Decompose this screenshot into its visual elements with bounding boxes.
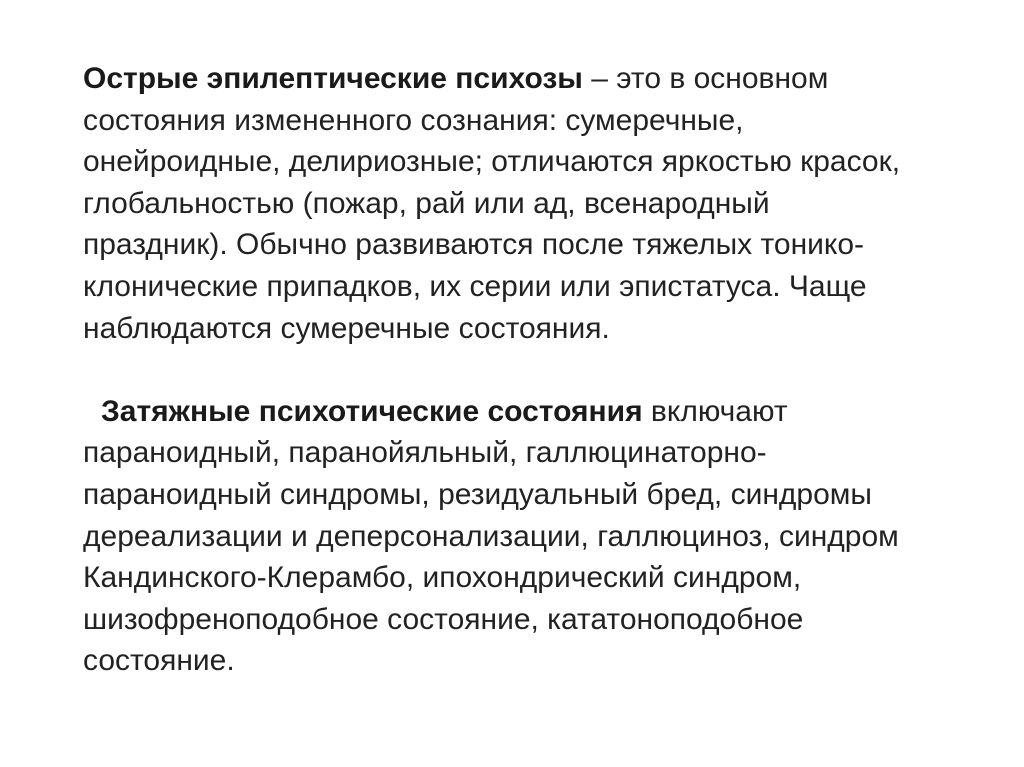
term-prolonged-psychotic-states: Затяжные психотические состояния [101,394,643,428]
paragraph1-line6: клонические припадков, их серии или эпистатуса. Чаще [83,269,867,303]
term-acute-epileptic-psychoses: Острые эпилептические психозы [83,62,583,95]
paragraph-acute-psychoses [83,58,983,349]
paragraph2-line3: параноидный синдромы, резидуальный бред, синдромы [83,477,872,511]
paragraph1-line4: глобальностью (пожар, рай или ад, всенародный [83,186,770,220]
paragraph1-line7: наблюдаются сумеречные состояния. [83,311,610,345]
paragraph1-line3: онейроидные, делириозные; отличаются яркостью красок, [83,145,901,179]
text-body [83,58,983,682]
paragraph2-line6: шизофреноподобное состояние, кататоноподобное [83,602,804,636]
paragraph2-line1 [83,391,983,433]
paragraph2-line1-text: включают [642,394,788,428]
paragraph1-line5: праздник). Обычно развиваются после тяжелых тонико- [83,228,865,262]
paragraph2-line4: дереализации и деперсонализации, галлюциноз, синдром [83,519,899,553]
paragraph-spacer [83,349,983,391]
paragraph2-line5: Кандинского-Клерамбо, ипохондрический синдром, [83,561,802,595]
paragraph2-line2: параноидный, паранойяльный, галлюцинаторно- [83,436,767,470]
paragraph2-line7: состояние. [83,644,235,678]
paragraph1-line2: состояния измененного сознания: сумеречные, [83,103,744,137]
paragraph1-line1 [83,58,983,100]
paragraph-prolonged-states [83,391,983,682]
paragraph1-line1-text: – это в основном [582,62,829,95]
